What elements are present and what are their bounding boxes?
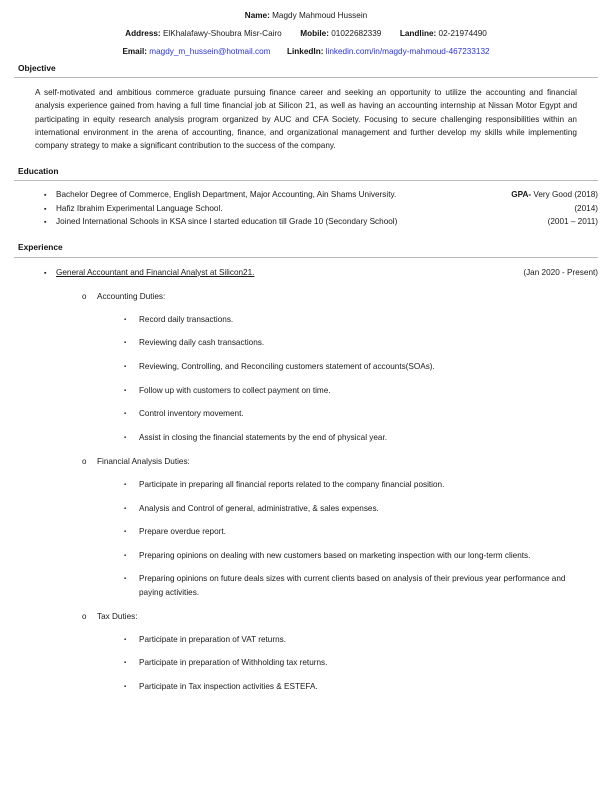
experience-list [14, 266, 598, 694]
bullet-level2-icon: o [82, 291, 87, 301]
landline-value: 02-21974490 [438, 29, 487, 39]
duty-item-text: Prepare overdue report. [139, 527, 226, 537]
education-item-date [542, 215, 598, 228]
experience-job-header [14, 266, 598, 279]
education-date-value: Very Good (2018) [531, 190, 598, 200]
education-list [14, 188, 598, 228]
duty-item-text: Preparing opinions on dealing with new customers based on marketing inspection with our long-term clients. [139, 550, 531, 560]
duty-item-text: Analysis and Control of general, administrative, & sales expenses. [139, 503, 379, 513]
duty-group-name: Accounting Duties: [97, 291, 166, 301]
duty-item-text: Participate in preparation of Withholding tax returns. [139, 658, 328, 668]
bullet-level3-icon: ▪ [124, 411, 127, 418]
objective-divider [14, 77, 598, 78]
duty-item [14, 478, 598, 492]
duty-item [14, 502, 598, 516]
duty-item [14, 633, 598, 647]
duty-item-text: Control inventory movement. [139, 409, 244, 419]
education-item-text: Joined International Schools in KSA since I started education till Grade 10 (Secondary School) [56, 216, 398, 226]
bullet-level1-icon: ▪ [44, 269, 47, 277]
mobile-value: 01022682339 [331, 29, 382, 39]
job-title: General Accountant and Financial Analyst at Silicon21. [56, 267, 255, 277]
education-item [14, 188, 598, 201]
experience-divider [14, 257, 598, 258]
duty-item [14, 525, 598, 539]
education-heading: Education [18, 165, 59, 176]
duty-item [14, 384, 598, 398]
duty-item-list [14, 478, 598, 599]
bullet-level2-icon: o [82, 611, 87, 621]
duty-item [14, 572, 598, 598]
duty-item-list [14, 313, 598, 445]
header-links-line [14, 48, 598, 56]
education-item [14, 202, 598, 215]
duty-item [14, 680, 598, 694]
duty-item [14, 313, 598, 327]
landline-label: Landline: [399, 29, 437, 39]
duty-group [14, 455, 598, 598]
education-item-text: Bachelor Degree of Commerce, English Department, Major Accounting, Ain Shams University. [56, 190, 397, 200]
header-contact-line [14, 30, 598, 38]
bullet-level3-icon: ▪ [124, 505, 127, 512]
duty-item-list [14, 633, 598, 694]
header-name-line [14, 12, 598, 20]
bullet-level1-icon: ▪ [44, 205, 47, 213]
education-item-date [568, 202, 598, 215]
linkedin-link[interactable]: linkedin.com/in/magdy-mahmoud-467233132 [325, 47, 490, 57]
objective-body: A self-motivated and ambitious commerce graduate pursuing finance career and seeking an opportunity to utilize the accounting and financial analysis experience gained from having a full time financial job at Silicon 21, as well as having an accounting internship at Nissan Motor Egypt and participating in equity research analysis program organized by AUC and CFA Society. Focusing to secure challenging responsibilities within an international environment in the arena of accounting, finance, and organizational management and further develop my skills while implementing company strategy to make a significant contribution to the success of the company. [35, 88, 577, 151]
bullet-level3-icon: ▪ [124, 576, 127, 583]
education-divider [14, 180, 598, 181]
duty-item-text: Participate in preparing all financial reports related to the company financial position. [139, 480, 445, 490]
duty-item [14, 549, 598, 563]
bullet-level3-icon: ▪ [124, 434, 127, 441]
bullet-level3-icon: ▪ [124, 683, 127, 690]
education-item [14, 215, 598, 228]
experience-heading: Experience [18, 242, 63, 253]
bullet-level3-icon: ▪ [124, 316, 127, 323]
bullet-level3-icon: ▪ [124, 636, 127, 643]
duty-item-text: Reviewing, Controlling, and Reconciling customers statement of accounts(SOAs). [139, 361, 435, 371]
bullet-level1-icon: ▪ [44, 192, 47, 200]
bullet-level3-icon: ▪ [124, 363, 127, 370]
bullet-level3-icon: ▪ [124, 660, 127, 667]
gpa-label: GPA- [511, 190, 532, 200]
bullet-level1-icon: ▪ [44, 218, 47, 226]
education-date-value: (2014) [574, 203, 598, 213]
duty-group [14, 290, 598, 444]
duty-item [14, 431, 598, 445]
education-date-value: (2001 – 2011) [547, 216, 598, 226]
duty-item-text: Participate in Tax inspection activities & ESTEFA. [139, 681, 318, 691]
duty-item-text: Participate in preparation of VAT returns. [139, 634, 286, 644]
bullet-level3-icon: ▪ [124, 552, 127, 559]
address-value: ElKhalafawy-Shoubra Misr-Cairo [162, 29, 282, 39]
duty-item [14, 656, 598, 670]
objective-heading: Objective [18, 62, 56, 73]
email-label: Email: [122, 47, 148, 57]
education-item-text: Hafiz Ibrahim Experimental Language School. [56, 203, 223, 213]
bullet-level3-icon: ▪ [124, 482, 127, 489]
duty-group-name: Tax Duties: [97, 611, 138, 621]
duty-item-text: Follow up with customers to collect payment on time. [139, 385, 331, 395]
section-education [14, 167, 598, 228]
duty-item-text: Reviewing daily cash transactions. [139, 338, 265, 348]
bullet-level3-icon: ▪ [124, 340, 127, 347]
bullet-level2-icon: o [82, 457, 87, 467]
section-objective [14, 64, 598, 153]
job-date: (Jan 2020 - Present) [523, 267, 598, 277]
duty-group-header [14, 455, 598, 469]
name-value: Magdy Mahmoud Hussein [272, 11, 368, 20]
education-item-date [505, 188, 598, 201]
duty-group-name: Financial Analysis Duties: [97, 457, 190, 467]
duty-item [14, 360, 598, 374]
name-label: Name: [244, 11, 270, 20]
bullet-level3-icon: ▪ [124, 387, 127, 394]
mobile-label: Mobile: [300, 29, 329, 39]
duty-item-text: Assist in closing the financial statements by the end of physical year. [139, 432, 388, 442]
address-label: Address: [125, 29, 161, 39]
duty-item-text: Record daily transactions. [139, 314, 234, 324]
bullet-level3-icon: ▪ [124, 529, 127, 536]
duty-group [14, 610, 598, 694]
duty-group-header [14, 610, 598, 624]
duty-group-header [14, 290, 598, 304]
linkedin-label: LinkedIn: [287, 47, 324, 57]
duty-item-text: Preparing opinions on future deals sizes with current clients based on analysis of their previous year performance and paying activities. [139, 574, 566, 597]
duty-item [14, 407, 598, 421]
section-experience [14, 243, 598, 693]
duty-item [14, 336, 598, 350]
email-link[interactable]: magdy_m_hussein@hotmail.com [149, 47, 271, 57]
